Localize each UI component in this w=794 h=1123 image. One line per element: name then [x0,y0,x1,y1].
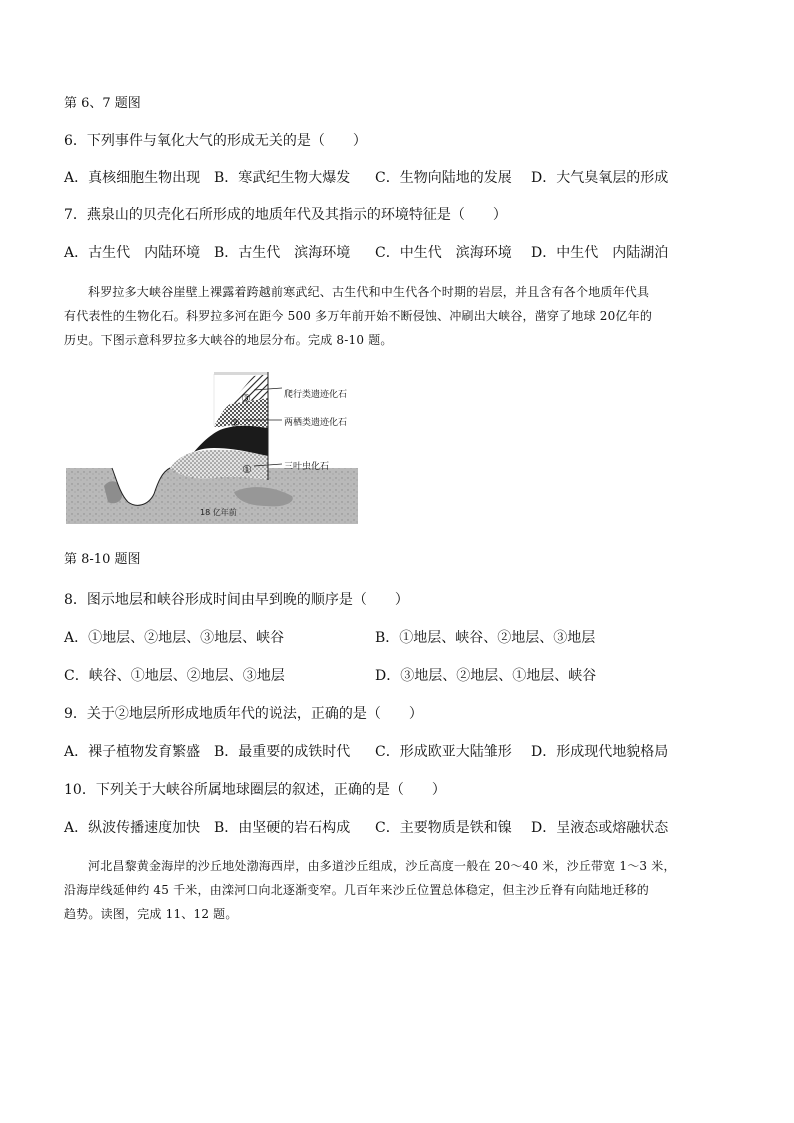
question-8-stem: 8．图示地层和峡谷形成时间由早到晚的顺序是（ ） [64,592,409,608]
question-9-option-c: C．形成欧亚大陆雏形 [375,744,512,760]
question-6-option-b: B．寒武纪生物大爆发 [214,170,351,186]
question-8-option-c: C．峡谷、①地层、②地层、③地层 [64,668,285,684]
question-10-option-d: D．呈液态或熔融状态 [531,820,669,836]
question-7-option-d: D．中生代 内陆湖泊 [531,245,669,261]
question-10-option-b: B．由坚硬的岩石构成 [214,820,351,836]
caption-figure-6-7: 第 6、7 题图 [64,96,141,111]
passage-8-10 [64,280,744,352]
layer-3-number: ③ [241,392,251,405]
question-7-option-b: B．古生代 滨海环境 [214,245,351,261]
question-9-option-d: D．形成现代地貌格局 [531,744,669,760]
question-10-option-a: A．纵波传播速度加快 [64,820,201,836]
passage-8-10-line-2: 有代表性的生物化石。科罗拉多河在距今 500 多万年前开始不断侵蚀、冲刷出大峡谷，凿穿了地球 20亿年的 [64,309,653,323]
strata-diagram [64,368,374,528]
question-8-option-a: A．①地层、②地层、③地层、峡谷 [64,630,285,646]
label-trilobite-fossil: 三叶虫化石 [284,462,330,472]
layer-1-number: ① [242,463,252,476]
question-7-stem: 7．燕泉山的贝壳化石所形成的地质年代及其指示的环境特征是（ ） [64,207,507,223]
question-7-option-c: C．中生代 滨海环境 [375,245,512,261]
label-reptile-fossil: 爬行类遗迹化石 [284,390,348,400]
passage-11-12-line-2: 沿海岸线延伸约 45 千米，由滦河口向北逐渐变窄。几百年来沙丘位置总体稳定，但主沙丘脊有向陆地迁移的 [64,883,649,897]
question-10-stem: 10．下列关于大峡谷所属地球圈层的叙述，正确的是（ ） [64,782,446,798]
question-10-option-c: C．主要物质是铁和镍 [375,820,512,836]
layer-2-number: ② [230,417,240,430]
question-7-option-a: A．古生代 内陆环境 [64,245,201,261]
label-amphibian-fossil: 两栖类遗迹化石 [284,418,348,428]
question-8-option-d: D．③地层、②地层、①地层、峡谷 [375,668,597,684]
passage-11-12-line-1: 河北昌黎黄金海岸的沙丘地处渤海西岸，由多道沙丘组成，沙丘高度一般在 20～40 米，沙丘带宽 1～3 米， [88,859,676,873]
question-6-option-c: C．生物向陆地的发展 [375,170,512,186]
question-6-option-a: A．真核细胞生物出现 [64,170,201,186]
question-9-option-a: A．裸子植物发育繁盛 [64,744,201,760]
passage-11-12-line-3: 趋势。读图，完成 11、12 题。 [64,907,238,921]
layer-1 [170,450,268,480]
question-8-option-b: B．①地层、峡谷、②地层、③地层 [375,630,596,646]
passage-8-10-line-3: 历史。下图示意科罗拉多大峡谷的地层分布。完成 8-10 题。 [64,333,393,347]
caption-figure-8-10: 第 8-10 题图 [64,552,141,567]
question-6-option-d: D．大气臭氧层的形成 [531,170,669,186]
label-age: 18 亿年前 [200,508,237,517]
question-9-option-b: B．最重要的成铁时代 [214,744,351,760]
passage-11-12 [64,854,744,926]
passage-8-10-line-1: 科罗拉多大峡谷崖壁上裸露着跨越前寒武纪、古生代和中生代各个时期的岩层，并且含有各个地质年代具 [88,285,650,299]
grand-canyon-strata-figure [64,368,374,528]
question-9-stem: 9．关于②地层所形成地质年代的说法，正确的是（ ） [64,706,423,722]
question-6-stem: 6．下列事件与氧化大气的形成无关的是（ ） [64,133,367,149]
